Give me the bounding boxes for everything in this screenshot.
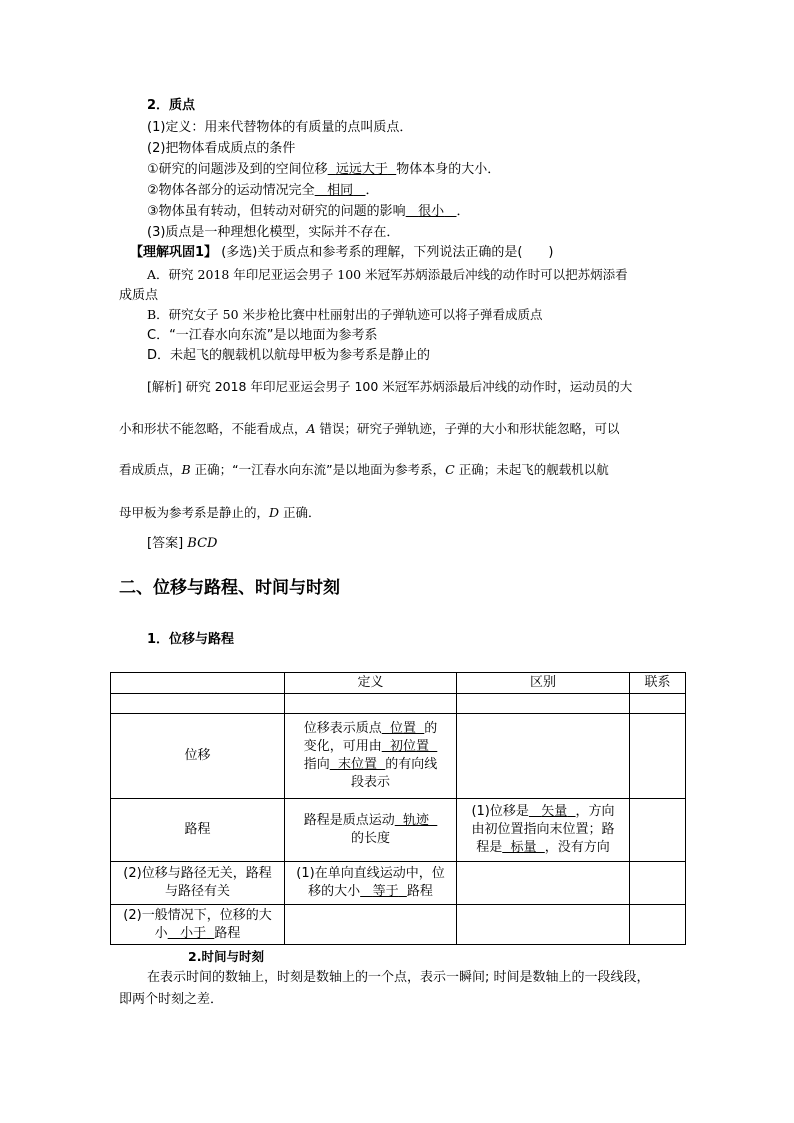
question-stem: 【理解巩固1】 (多选)关于质点和参考系的理解，下列说法正确的是( ) <box>130 245 554 260</box>
section-heading-particle: 2．质点 <box>147 98 196 113</box>
ideal-model-text: (3)质点是一种理想化模型，实际并不存在． <box>147 225 400 240</box>
answer-line: [答案] BCD <box>147 536 218 551</box>
row-label-displacement: 位移 <box>111 714 285 799</box>
question-tag: 【理解巩固1】 <box>130 245 218 260</box>
condition-2: ②物体各部分的运动情况完全 相同 ． <box>147 183 379 198</box>
relation-cell-3: (2)一般情况下，位移的大 小 小于 路程 <box>111 905 285 945</box>
table-header-cell: 区别 <box>457 673 630 694</box>
relation-cell-1: (2)位移与路径无关，路程 与路径有关 <box>111 862 285 905</box>
analysis-line-4: 母甲板为参考系是静止的，D 正确． <box>119 505 321 520</box>
relation-cell-2: (1)在单向直线运动中，位 移的大小 等于 路程 <box>285 862 457 905</box>
sub-heading-time: 2.时间与时刻 <box>188 949 264 964</box>
analysis-line-3: 看成质点，B 正确；“一江春水向东流”是以地面为参考系，C 正确；未起飞的舰载机以航 <box>119 462 609 477</box>
table-row <box>111 714 686 799</box>
analysis-line-1: [解析] 研究 2018 年印尼亚运会男子 100 米冠军苏炳添最后冲线的动作时，运动员的大 <box>147 379 633 394</box>
sub-heading-displacement: 1．位移与路程 <box>147 632 235 647</box>
path-definition: 路程是质点运动 轨迹 的长度 <box>285 799 457 862</box>
difference-cell: (1)位移是 矢量 ，方向 由初位置指向末位置；路 程是 标量 ，没有方向 <box>457 799 630 862</box>
time-paragraph-line-1: 在表示时间的数轴上，时刻是数轴上的一个点，表示一瞬间; 时间是数轴上的一段线段， <box>147 970 650 985</box>
row-label-path: 路程 <box>111 799 285 862</box>
table-row <box>111 905 686 945</box>
condition-3: ③物体虽有转动，但转动对研究的问题的影响 很小 ． <box>147 204 470 219</box>
table-header-cell <box>111 673 285 694</box>
table-header-row <box>111 673 686 694</box>
table-row <box>111 799 686 862</box>
table-row <box>111 862 686 905</box>
part2-heading: 二、位移与路程、时间与时刻 <box>119 578 340 598</box>
table-header-cell: 联系 <box>630 673 686 694</box>
analysis-line-2: 小和形状不能忽略，不能看成点，A 错误；研究子弹轨迹，子弹的大小和形状能忽略，可以 <box>119 421 620 436</box>
condition-1: ①研究的问题涉及到的空间位移 远远大于 物体本身的大小． <box>147 162 501 177</box>
option-c: C．“一江春水向东流”是以地面为参考系 <box>147 328 378 343</box>
time-paragraph-line-2: 即两个时刻之差． <box>119 992 224 1007</box>
table-row <box>111 694 686 714</box>
definition-text: (1)定义：用来代替物体的有质量的点叫质点． <box>147 120 413 135</box>
option-a-line-1: A．研究 2018 年印尼亚运会男子 100 米冠军苏炳添最后冲线的动作时可以把苏炳添看 <box>147 267 628 282</box>
option-b: B．研究女子 50 米步枪比赛中杜丽射出的子弹轨迹可以将子弹看成质点 <box>147 307 543 322</box>
condition-title: (2)把物体看成质点的条件 <box>147 141 296 156</box>
displacement-definition: 位移表示质点 位置 的 变化，可用由 初位置 指向 末位置 的有向线 段表示 <box>285 714 457 799</box>
table-header-cell: 定义 <box>285 673 457 694</box>
answer-value: BCD <box>187 536 218 551</box>
option-d: D．未起飞的舰载机以航母甲板为参考系是静止的 <box>147 348 431 363</box>
option-a-line-2: 成质点 <box>119 288 159 303</box>
displacement-path-table <box>110 672 686 945</box>
